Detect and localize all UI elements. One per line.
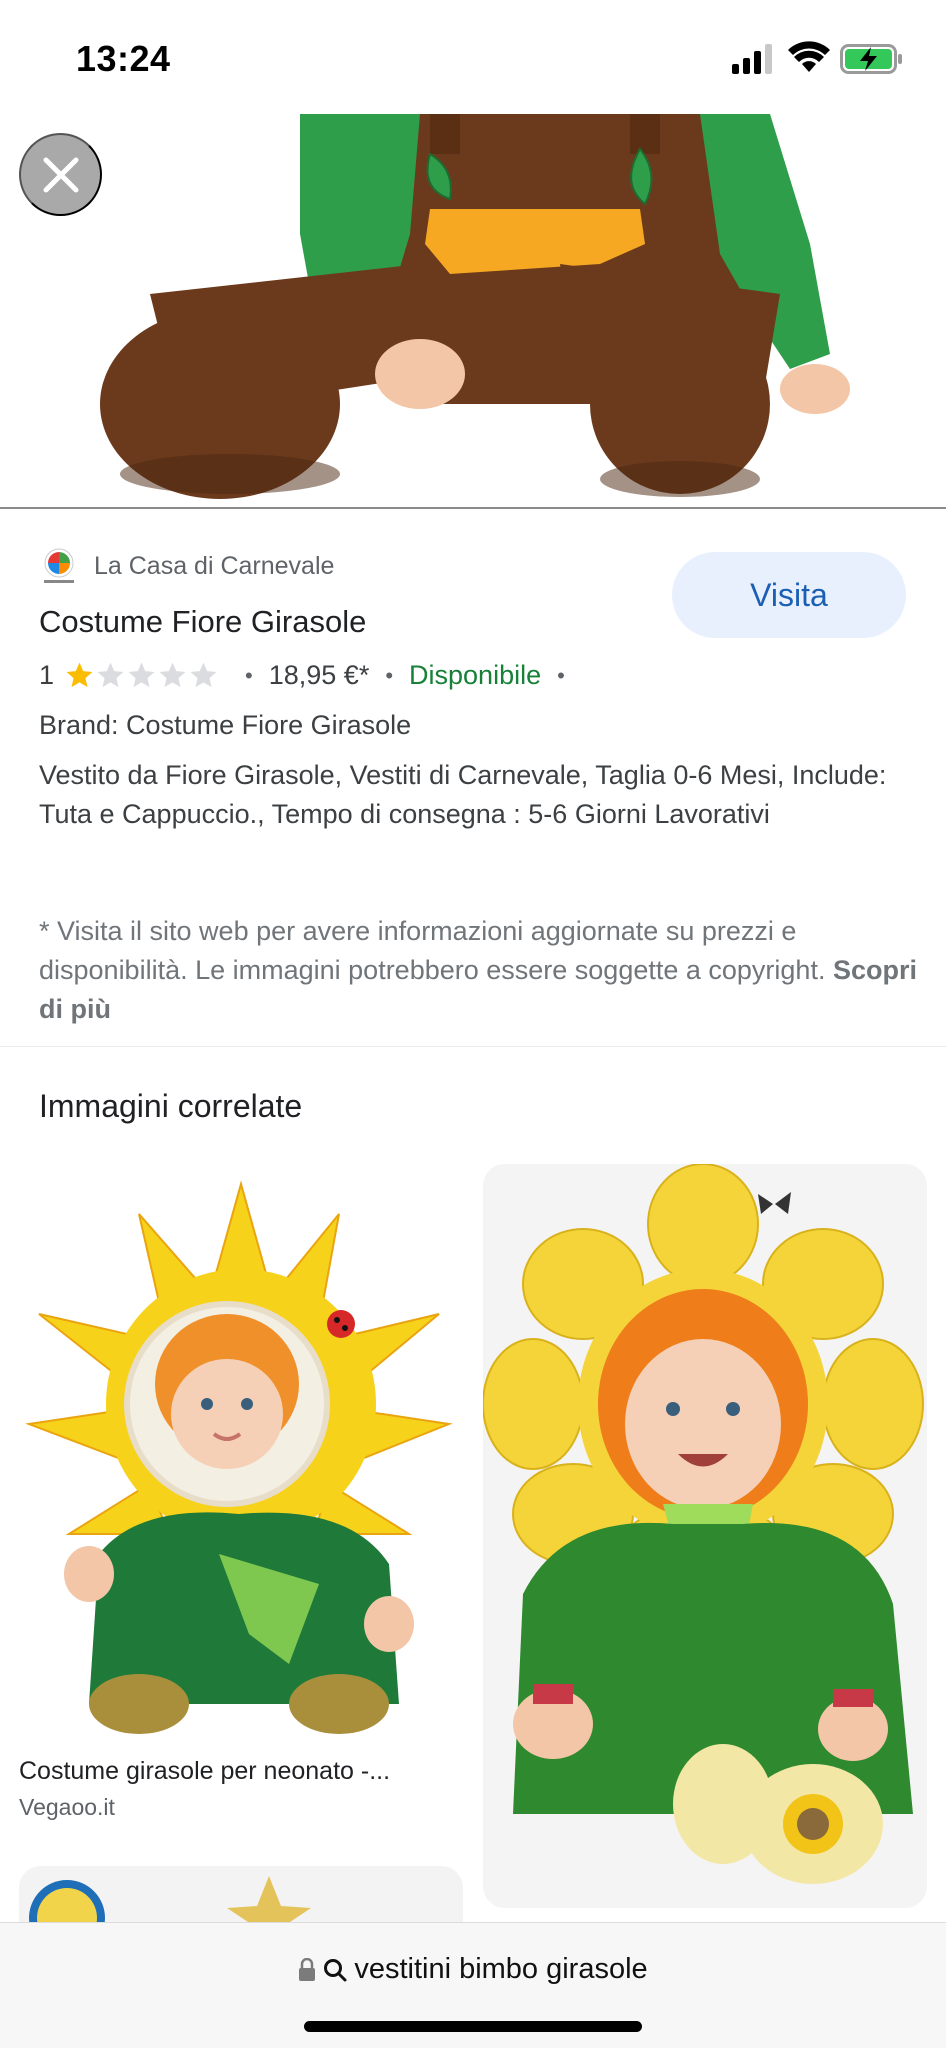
product-image[interactable] (0, 114, 946, 509)
related-image-2[interactable] (483, 1164, 927, 1908)
star-filled-icon (64, 660, 95, 691)
star-empty-icon (157, 660, 188, 691)
divider (0, 1046, 946, 1047)
wifi-icon (788, 40, 830, 74)
sunflower-baby-image-1 (19, 1164, 463, 1739)
search-icon (322, 1957, 348, 1983)
brand-line: Brand: Costume Fiore Girasole (39, 710, 412, 740)
separator-dot: • (245, 662, 253, 688)
rating-count: 1 (39, 660, 55, 690)
star-empty-icon (188, 660, 219, 691)
search-query[interactable]: vestitini bimbo girasole (354, 1953, 648, 1985)
product-title[interactable]: Costume Fiore Girasole (39, 604, 367, 639)
signal-icon (732, 44, 776, 74)
merchant-name[interactable]: La Casa di Carnevale (94, 551, 335, 580)
merchant-logo-icon (40, 546, 78, 586)
home-indicator[interactable] (304, 2021, 642, 2032)
url-field[interactable] (0, 1953, 946, 1986)
merchant[interactable] (40, 546, 334, 586)
related-image-1-source: Vegaoo.it (19, 1794, 115, 1820)
related-image-1-caption[interactable]: Costume girasole per neonato -... (19, 1757, 391, 1785)
costume-illustration (0, 114, 946, 509)
related-image-1[interactable] (19, 1164, 463, 1739)
status-bar (0, 0, 946, 114)
close-button[interactable] (19, 133, 102, 216)
product-description: Vestito da Fiore Girasole, Vestiti di Carnevale, Taglia 0-6 Mesi, Include: Tuta e Cappuccio., Tempo di consegna : 5-6 Giorni Lavorativi (39, 760, 887, 829)
bottom-url-bar[interactable] (0, 1922, 946, 2048)
availability-status: Disponibile (409, 660, 542, 690)
learn-more-link[interactable]: Scopri di più (39, 955, 918, 1024)
battery-charging-icon (840, 44, 904, 74)
lock-icon (298, 1958, 316, 1982)
rating-stars (64, 660, 219, 691)
disclaimer-text: * Visita il sito web per avere informazioni aggiornate su prezzi e disponibilità. Le immagini potrebbero essere soggette a copyright. (39, 916, 826, 985)
separator-dot: • (557, 662, 565, 688)
star-empty-icon (95, 660, 126, 691)
separator-dot: • (385, 662, 394, 688)
star-empty-icon (126, 660, 157, 691)
disclaimer (39, 912, 919, 1029)
close-icon (42, 156, 80, 194)
rating-row (39, 660, 581, 691)
related-images-title: Immagini correlate (39, 1088, 303, 1124)
visit-button[interactable]: Visita (672, 552, 906, 638)
sunflower-baby-image-2 (483, 1164, 927, 1908)
status-time: 13:24 (76, 38, 171, 79)
price: 18,95 €* (268, 660, 370, 690)
